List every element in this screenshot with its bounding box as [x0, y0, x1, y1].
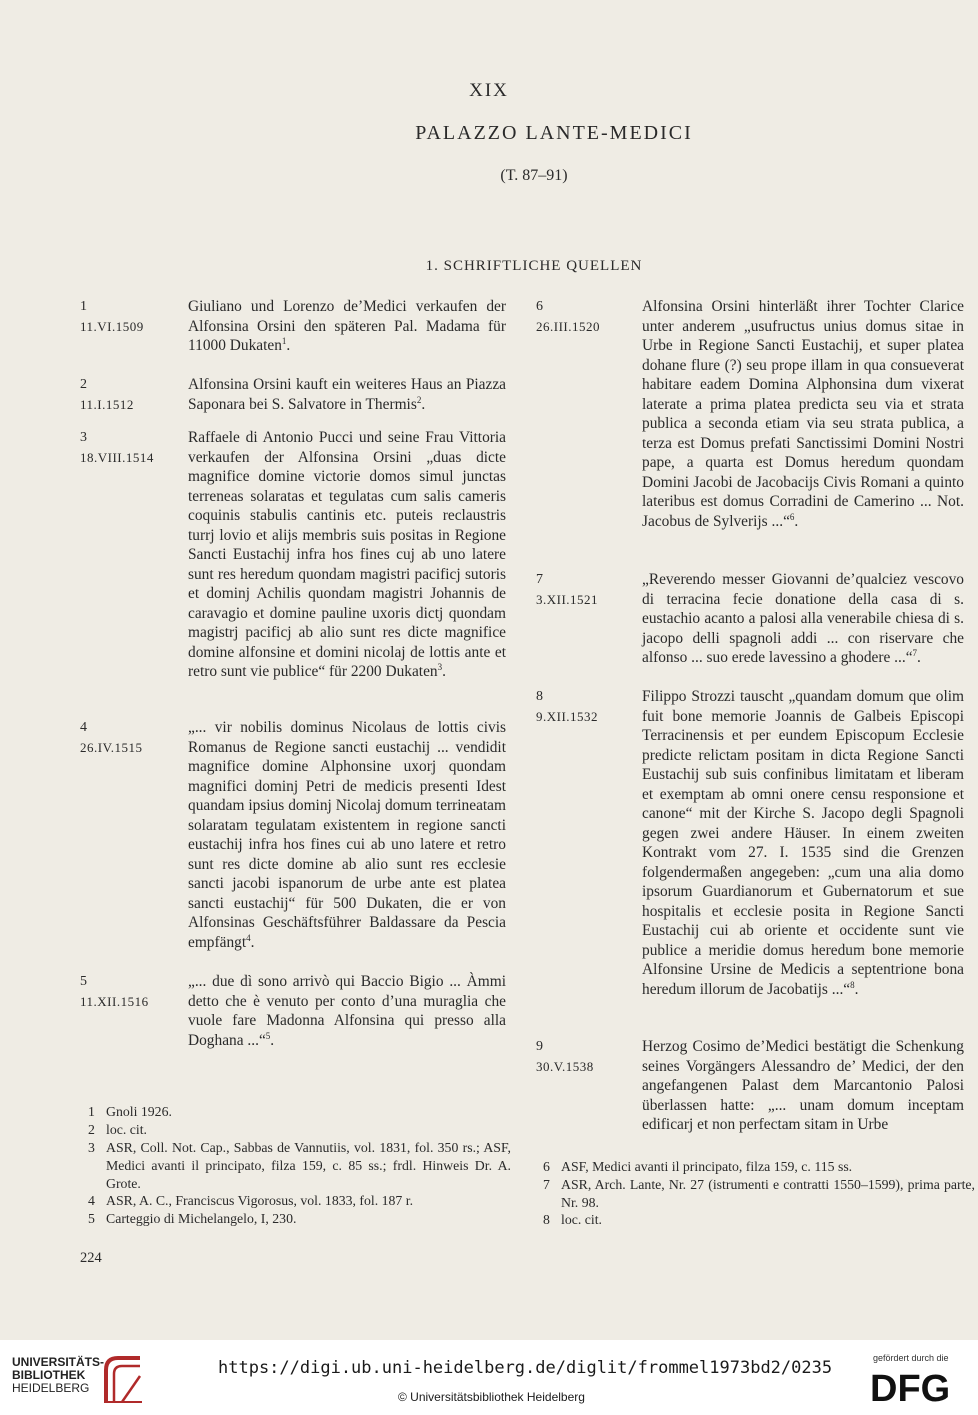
footnote-ref: 6: [789, 511, 795, 522]
entry-text: Alfonsina Orsini kauft ein weiteres Haus an Piazza Saponara bei S. Salvatore in Thermis$^2$.: [188, 376, 506, 413]
permalink-url[interactable]: https://digi.ub.uni-heidelberg.de/diglit/frommel1973bd2/0235: [218, 1358, 833, 1378]
entry-date: 18.VIII.1514: [80, 449, 154, 465]
entry-date: 9.XII.1532: [536, 708, 599, 724]
entry-number: 6: [536, 299, 543, 314]
entry-date: 11.XII.1516: [80, 993, 149, 1009]
entry-text: „Reverendo messer Giovanni de’qualciez vescovo di terracina fecie donatione della casa di s. eustachio acanto a palosi alla venerabile chiesa di s. jacopo delli spagnoli addi ... con riservare che alfonso ... suo erede lavessino a ghodere ...“$^7$.: [642, 571, 964, 666]
section-heading: 1. SCHRIFTLICHE QUELLEN: [425, 258, 643, 274]
document-page: XIX PALAZZO LANTE-MEDICI (T. 87–91) 1. SCHRIFTLICHE QUELLEN 1 11.VI.1509 Giuliano und Lorenzo de’Medici verkaufen der Alfonsina Orsini den späteren Pal. Madama für 11000 Dukaten$^1$. 2 11.I.1512 Alfonsina Orsini kauft ein weiteres Haus an Piazza Saponara bei S. Salvatore in Thermis$^2$. 3 18.VIII.1514 Raffaele di Antonio Pucci und seine Frau Vittoria verkaufen der Alfonsina Orsini „duas dicte magnifice domine victorie domos simul junctas terreneas solaratas et tegulatas cum salis cameris coquinis stabulis cantinis etc. puteis reclaustris turrj lovio et alijs membris suis positas in Regione Sancti Eustachij infra hos fines cuj ab uno latere sunt res heredum quondam magistri pacificj sutoris et dominj Achilis quondam magistri Johannis de caravagio et domine pauline uxoris dictj quondam magistrj pacificj ab alio sunt res dicte magnifice domine alfonsine et domini nicolaj de lottis ante et retro sunt vie publice“ für 2200 Dukaten$^3$. 4 26.IV.1515 „... vir nobilis dominus Nicolaus de lottis civis Romanus de Regione sancti eustachij ... vendidit magnifice domine Alphonsine uxorj quondam magnifici dominj Petri de medicis presenti Idest quandam ipsius dominj Nicolaj domum terrineatam solaratam tegulatam existentem in regione sancti eustachij infra hos fines cui ab uno latere et retro sunt res dicte domine ab alio sunt res ecclesie sancti jacobi ispanorum de urbe ante est platea sancti eustachij“ für 500 Dukaten, die er von Alfonsinas Geschäftsführer Baldassare da Pescia empfängt$^4$. 5 11.XII.1516 „... due dì sono arrivò qui Baccio Bigio ... Àmmi detto che è venuto per conto d’una muraglia che vuole fare Madonna Alfonsina qui presso alla Doghana ...“$^5$. 6 26.III.1520 Alfonsina Orsini hinterläßt ihrer Tochter Clarice unter anderem „usufructus unius domus sitae in Urbe in Regione Sancti Eustachij, et super platea dohane flure (?) seu prope illam in qua consueverat habitare eadem Domina Alphonsina dum vixerat laterate a prima platea predicta seu via et strata publica a seconda etiam via seu strata publica, a terza est Domus prefati Sanctissimi Domini Nostri pape, a quarta est Domus heredum quondam Domini Jacobi de Jacobacijs Civis Romani a quinto lateribus est domus Corradini de Camerino ... Not. Jacobus de Sylverijs ...“$^6$. 7 3.XII.1521 „Reverendo messer Giovanni de’qualciez vescovo di terracina fecie donatione della casa di s. eustachio acanto a palosi alla venerabile chiesa di s. jacopo delli spagnoli addi ... con riservare che alfonso ... suo erede lavessino a ghodere ...“$^7$. 8 9.XII.1532 Filippo Strozzi tauscht „quandam domum que olim fuit bone memorie Joannis de Galbeis Episcopi Terracinensis et per eundem Episcopum Ecclesie predicte relictam positam in dicta Regione Sancti Eustachij sub suis confinibus limitatam et liberam et exemptam ab omni onere censu responsione et canone“ mit der Kirche S. Jacopo degli Spagnoli gegen zwei andere Häuser. In einem zweiten Kontrakt vom 27. I. 1535 sind die Grenzen folgendermaßen angegeben: „cum una alia domo ipsorum Guardianorum et Gubernatorum et sue hospitalis et ecclesie posita in Regione Sancti Eustachij cui ab oriente et occidente sunt vie publice a meridie domus heredum bone memorie Alfonsine Ursine de Medicis a septentrione bona heredum illorum de Jacobatijs ...“$^8$. 9 30.V.1538 Herzog Cosimo de’Medici bestätigt die Schenkung seines Vorgängers Alessandro de’ Medici, der den angefangenen Palast dem Marcantonio Palosi überlassen hatte: „... unam domum inceptam edificarj et non perfectam sitam in Urbe 1 Gnoli 1926. 2 loc. cit. 3 ASR, Coll. Not. Cap., Sabbas de Vannutiis, vol. 1831, fol. 350 rs.; ASF, Medici avanti il principato, filza 159, c. 85 ss.; frdl. Hinweis Dr. A. Grote. 4 ASR, A. C., Franciscus Vigorosus, vol. 1833, fol. 187 r. 5 Carteggio di Michelangelo, I, 230. 6 ASF, Medici avanti il principato, filza 159, c. 115 ss. 7 ASR, Arch. Lante, Nr. 27 (istrumenti e contratti 1550–1599), prima parte, Nr. 98. 8 loc. cit. 224: [0, 0, 978, 1340]
footnote-ref: 1: [281, 335, 287, 346]
library-logo[interactable]: [12, 1356, 142, 1406]
entry-date: 11.VI.1509: [80, 318, 144, 334]
dfg-logo-text: DFG: [870, 1368, 951, 1406]
entry-date: 11.I.1512: [80, 396, 134, 412]
entry-text: Raffaele di Antonio Pucci und seine Frau Vittoria verkaufen der Alfonsina Orsini „duas dicte magnifice domine victorie domos simul junctas terreneas solaratas et tegulatas cum salis cameris coquinis stabulis cantinis etc. puteis reclaustris turrj lovio et alijs membris suis positas in Regione Sancti Eustachij infra hos fines cuj ab uno latere sunt res heredum quondam magistri pacificj sutoris et dominj Achilis quondam magistri Johannis de caravagio et domine pauline uxoris dictj quondam magistrj pacificj ab alio sunt res dicte magnifice domine alfonsine et domini nicolaj de lottis ante et retro sunt vie publice“ für 2200 Dukaten$^3$.: [188, 429, 506, 680]
footnote-ref: 7: [912, 647, 918, 658]
entry-number: 3: [80, 430, 87, 445]
plates-reference: (T. 87–91): [500, 167, 568, 184]
entry-number: 9: [536, 1039, 543, 1054]
entry-text: Alfonsina Orsini hinterläßt ihrer Tochter Clarice unter anderem „usufructus unius domus sitae in Urbe in Regione Sancti Eustachij, et super platea dohane flure (?) seu prope illam in qua consueverat habitare eadem Domina Alphonsina dum vixerat laterate a prima platea predicta seu via et strata publica a seconda etiam via seu strata publica, a terza est Domus prefati Sanctissimi Domini Nostri pape, a quarta est Domus heredum quondam Domini Jacobi de Jacobacijs Civis Romani a quinto lateribus est domus Corradini de Camerino ... Not. Jacobus de Sylverijs ...“$^6$.: [642, 298, 964, 530]
chapter-title: PALAZZO LANTE-MEDICI: [415, 122, 693, 144]
entry-text: „... vir nobilis dominus Nicolaus de lottis civis Romanus de Regione sancti eustachij ... vendidit magnifice domine Alphonsine uxorj quondam magnifici dominj Petri de medicis presenti Idest quandam ipsius dominj Nicolaj domum terrineatam solaratam tegulatam existentem in regione sancti eustachij infra hos fines cui ab uno latere et retro sunt res dicte domine ab alio sunt res ecclesie sancti jacobi ispanorum de urbe ante est platea sancti eustachij“ für 500 Dukaten, die er von Alfonsinas Geschäftsführer Baldassare da Pescia empfängt$^4$.: [188, 719, 506, 951]
library-name: UNIVERSITÄTS- BIBLIOTHEK HEIDELBERG: [12, 1355, 105, 1395]
entry-date: 26.III.1520: [536, 318, 600, 334]
entry-number: 7: [536, 572, 543, 587]
entry-text: Giuliano und Lorenzo de’Medici verkaufen der Alfonsina Orsini den späteren Pal. Madama für 11000 Dukaten$^1$.: [188, 298, 506, 354]
footnote-ref: 5: [265, 1030, 271, 1041]
entry-date: 26.IV.1515: [80, 739, 143, 755]
footnote-ref: 4: [246, 932, 251, 943]
chapter-number: XIX: [469, 80, 509, 101]
library-emblem-icon: [100, 1352, 146, 1406]
page-number: 224: [80, 1250, 102, 1266]
footnote-ref: 8: [850, 979, 855, 990]
dfg-logo[interactable]: [870, 1368, 965, 1406]
entry-date: 30.V.1538: [536, 1058, 594, 1074]
entry-text: „... due dì sono arrivò qui Baccio Bigio ... Àmmi detto che è venuto per conto d’una muraglia che vuole fare Madonna Alfonsina qui presso alla Doghana ...“$^5$.: [188, 973, 506, 1049]
entry-date: 3.XII.1521: [536, 591, 599, 607]
footer-bar: [0, 1340, 978, 1415]
entry-number: 1: [80, 299, 87, 314]
entry-text: Filippo Strozzi tauscht „quandam domum que olim fuit bone memorie Joannis de Galbeis Episcopi Terracinensis et per eundem Episcopum Ecclesie predicte relictam positam in dicta Regione Sancti Eustachij sub suis confinibus limitatam et liberam et exemptam ab omni onere censu responsione et canone“ mit der Kirche S. Jacopo degli Spagnoli gegen zwei andere Häuser. In einem zweiten Kontrakt vom 27. I. 1535 sind die Grenzen folgendermaßen angegeben: „cum una alia domo ipsorum Guardianorum et Gubernatorum et sue hospitalis et ecclesie posita in Regione Sancti Eustachij cui ab oriente et occidente sunt vie publice a meridie domus heredum bone memorie Alfonsine Ursine de Medicis a septentrione bona heredum illorum de Jacobatijs ...“$^8$.: [642, 688, 964, 998]
entry-number: 8: [536, 689, 543, 704]
funding-label: gefördert durch die: [873, 1353, 949, 1363]
entry-number: 4: [80, 720, 87, 735]
entry-number: 2: [80, 377, 87, 392]
footnote-ref: 3: [437, 661, 443, 672]
entry-number: 5: [80, 974, 87, 989]
copyright-notice: © Universitätsbibliothek Heidelberg: [398, 1390, 585, 1404]
entry-text: Herzog Cosimo de’Medici bestätigt die Schenkung seines Vorgängers Alessandro de’ Medici, der den angefangenen Palast dem Marcantonio Palosi überlassen hatte: „... unam domum inceptam edificarj et non perfectam sitam in Urbe: [642, 1038, 964, 1133]
footnote-ref: 2: [416, 394, 422, 405]
